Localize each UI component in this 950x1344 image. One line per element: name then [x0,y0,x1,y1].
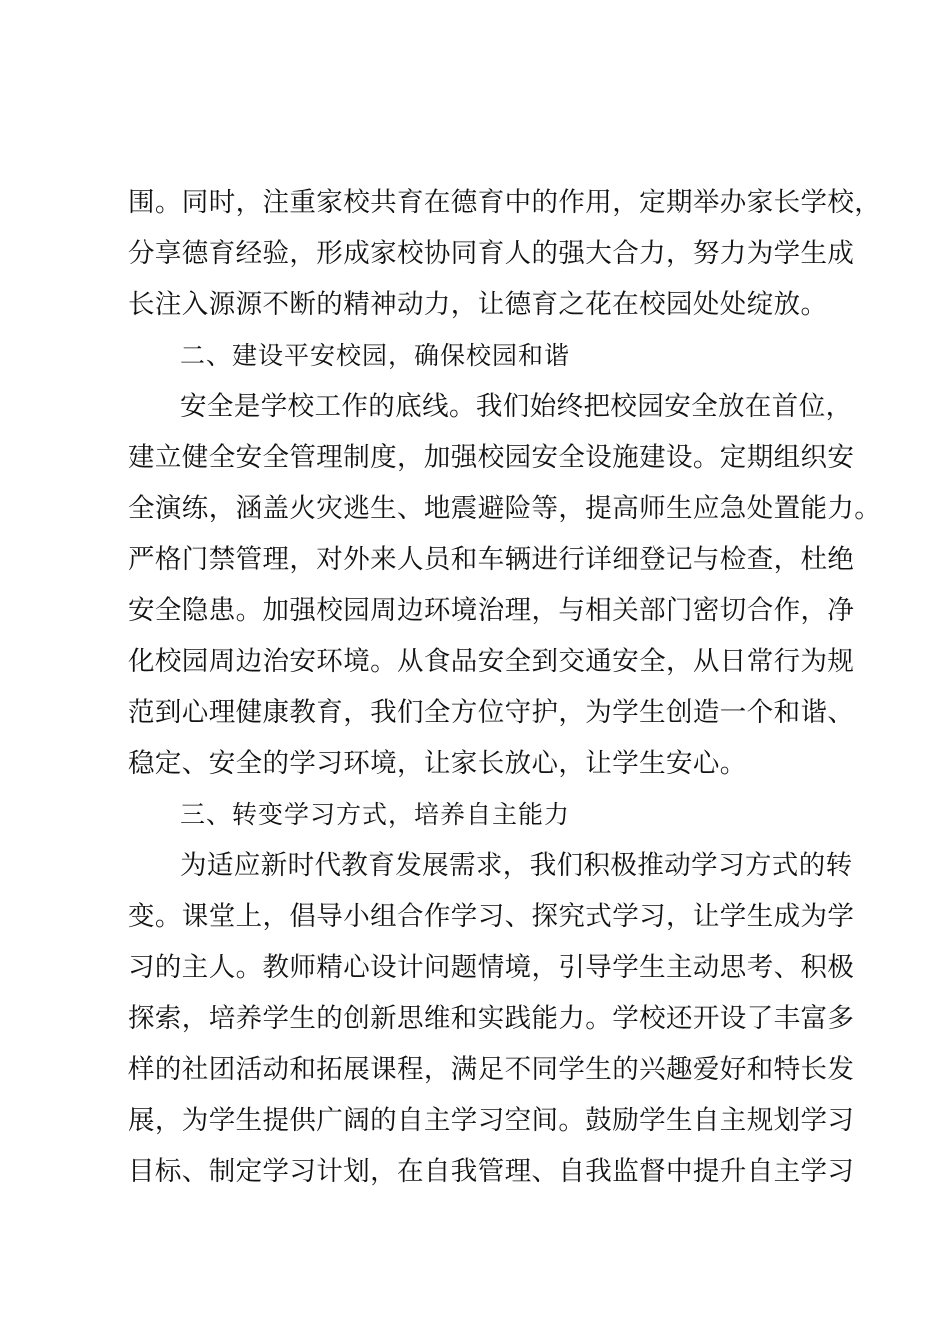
paragraph-line: 严格门禁管理，对外来人员和车辆进行详细登记与检查，杜绝 [128,544,855,575]
paragraph-line: 展，为学生提供广阔的自主学习空间。鼓励学生自主规划学习 [128,1105,855,1136]
paragraph-line: 样的社团活动和拓展课程，满足不同学生的兴趣爱好和特长发 [128,1054,855,1085]
paragraph-line: 全演练，涵盖火灾逃生、地震避险等，提高师生应急处置能力。 [128,493,882,524]
paragraph-line: 安全隐患。加强校园周边环境治理，与相关部门密切合作，净 [128,595,855,626]
paragraph-line: 为适应新时代教育发展需求，我们积极推动学习方式的转 [180,850,853,881]
paragraph-line: 安全是学校工作的底线。我们始终把校园安全放在首位， [180,391,853,422]
section-heading-2: 二、建设平安校园，确保校园和谐 [180,341,571,370]
paragraph-line: 变。课堂上，倡导小组合作学习、探究式学习，让学生成为学 [128,901,855,932]
paragraph-line: 化校园周边治安环境。从食品安全到交通安全，从日常行为规 [128,646,855,677]
paragraph-line: 长注入源源不断的精神动力，让德育之花在校园处处绽放。 [128,289,828,320]
paragraph-line: 稳定、安全的学习环境，让家长放心，让学生安心。 [128,748,747,779]
paragraph-line: 目标、制定学习计划，在自我管理、自我监督中提升自主学习 [128,1156,855,1187]
paragraph-line: 范到心理健康教育，我们全方位守护，为学生创造一个和谐、 [128,697,855,728]
paragraph-line: 探索，培养学生的创新思维和实践能力。学校还开设了丰富多 [128,1003,855,1034]
paragraph-line: 围。同时，注重家校共育在德育中的作用，定期举办家长学校， [128,187,882,218]
paragraph-line: 分享德育经验，形成家校协同育人的强大合力，努力为学生成 [128,238,855,269]
paragraph-line: 建立健全安全管理制度，加强校园安全设施建设。定期组织安 [128,442,855,473]
section-heading-3: 三、转变学习方式，培养自主能力 [180,800,571,829]
paragraph-line: 习的主人。教师精心设计问题情境，引导学生主动思考、积极 [128,952,855,983]
